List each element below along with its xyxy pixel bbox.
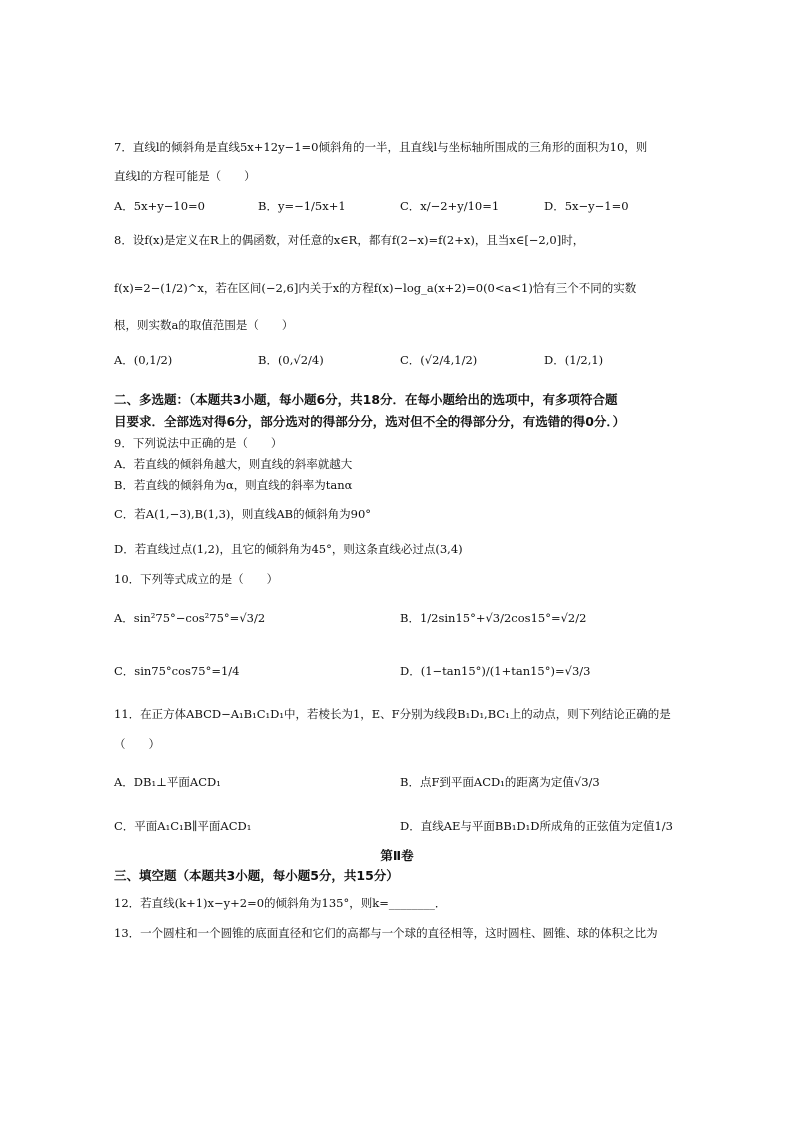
q7-stem-line1: 7．直线l的倾斜角是直线5x+12y−1=0倾斜角的一半，且直线l与坐标轴所围成的三角形的面积为10，则 bbox=[114, 140, 648, 154]
section3-heading: 三、填空题（本题共3小题，每小题5分，共15分） bbox=[114, 868, 399, 883]
q10-option-d: D．(1−tan15°)/(1+tan15°)=√3/3 bbox=[400, 664, 591, 678]
q7-stem-line2: 直线l的方程可能是（ ） bbox=[114, 169, 256, 183]
q10-option-b: B．1/2sin15°+√3/2cos15°=√2/2 bbox=[400, 611, 587, 625]
q11-stem-line1: 11．在正方体ABCD−A₁B₁C₁D₁中，若棱长为1，E、F分别为线段B₁D₁,BC₁上的动点，则下列结论正确的是 bbox=[114, 707, 671, 721]
volume-2-title: 第Ⅱ卷 bbox=[380, 848, 414, 863]
q8-stem-line3: 根，则实数a的取值范围是（ ） bbox=[114, 318, 294, 332]
q7-option-b: B．y=−1/5x+1 bbox=[258, 199, 346, 213]
q7-option-a: A．5x+y−10=0 bbox=[114, 199, 205, 213]
q9-option-c: C．若A(1,−3),B(1,3)，则直线AB的倾斜角为90° bbox=[114, 507, 372, 521]
q10-option-c: C．sin75°cos75°=1/4 bbox=[114, 664, 240, 678]
q10-stem: 10．下列等式成立的是（ ） bbox=[114, 572, 279, 586]
q11-option-b: B．点F到平面ACD₁的距离为定值√3/3 bbox=[400, 775, 600, 789]
q8-option-a: A．(0,1/2) bbox=[114, 353, 173, 367]
q13-stem: 13．一个圆柱和一个圆锥的底面直径和它们的高都与一个球的直径相等，这时圆柱、圆锥、球的体积之比为 bbox=[114, 926, 658, 940]
q8-option-b: B．(0,√2/4) bbox=[258, 353, 324, 367]
q9-option-d: D．若直线过点(1,2)，且它的倾斜角为45°，则这条直线必过点(3,4) bbox=[114, 542, 463, 556]
q9-option-a: A．若直线的倾斜角越大，则直线的斜率就越大 bbox=[114, 457, 353, 471]
q11-option-c: C．平面A₁C₁B∥平面ACD₁ bbox=[114, 819, 252, 833]
q11-option-a: A．DB₁⊥平面ACD₁ bbox=[114, 775, 221, 789]
q7-option-d: D．5x−y−1=0 bbox=[544, 199, 629, 213]
section2-heading-line2: 目要求．全部选对得6分，部分选对的得部分分，选对但不全的得部分分，有选错的得0分．） bbox=[114, 414, 626, 429]
q9-option-b: B．若直线的倾斜角为α，则直线的斜率为tanα bbox=[114, 478, 353, 492]
q11-option-d: D．直线AE与平面BB₁D₁D所成角的正弦值为定值1/3 bbox=[400, 819, 673, 833]
q7-option-c: C．x/−2+y/10=1 bbox=[400, 199, 500, 213]
section2-heading-line1: 二、多选题：（本题共3小题，每小题6分，共18分．在每小题给出的选项中，有多项符合题 bbox=[114, 392, 618, 407]
q11-stem-line2: （ ） bbox=[114, 737, 160, 751]
q9-stem: 9．下列说法中正确的是（ ） bbox=[114, 436, 283, 450]
q8-stem-line1: 8．设f(x)是定义在R上的偶函数，对任意的x∈R，都有f(2−x)=f(2+x)，且当x∈[−2,0]时， bbox=[114, 233, 585, 247]
q8-option-d: D．(1/2,1) bbox=[544, 353, 604, 367]
q12-stem: 12．若直线(k+1)x−y+2=0的倾斜角为135°，则k=________． bbox=[114, 896, 447, 910]
q8-option-c: C．(√2/4,1/2) bbox=[400, 353, 478, 367]
q10-option-a: A．sin²75°−cos²75°=√3/2 bbox=[114, 611, 266, 625]
q8-stem-line2: f(x)=2−(1/2)^x，若在区间(−2,6]内关于x的方程f(x)−log_a(x+2)=0(0<a<1)恰有三个不同的实数 bbox=[114, 281, 637, 295]
